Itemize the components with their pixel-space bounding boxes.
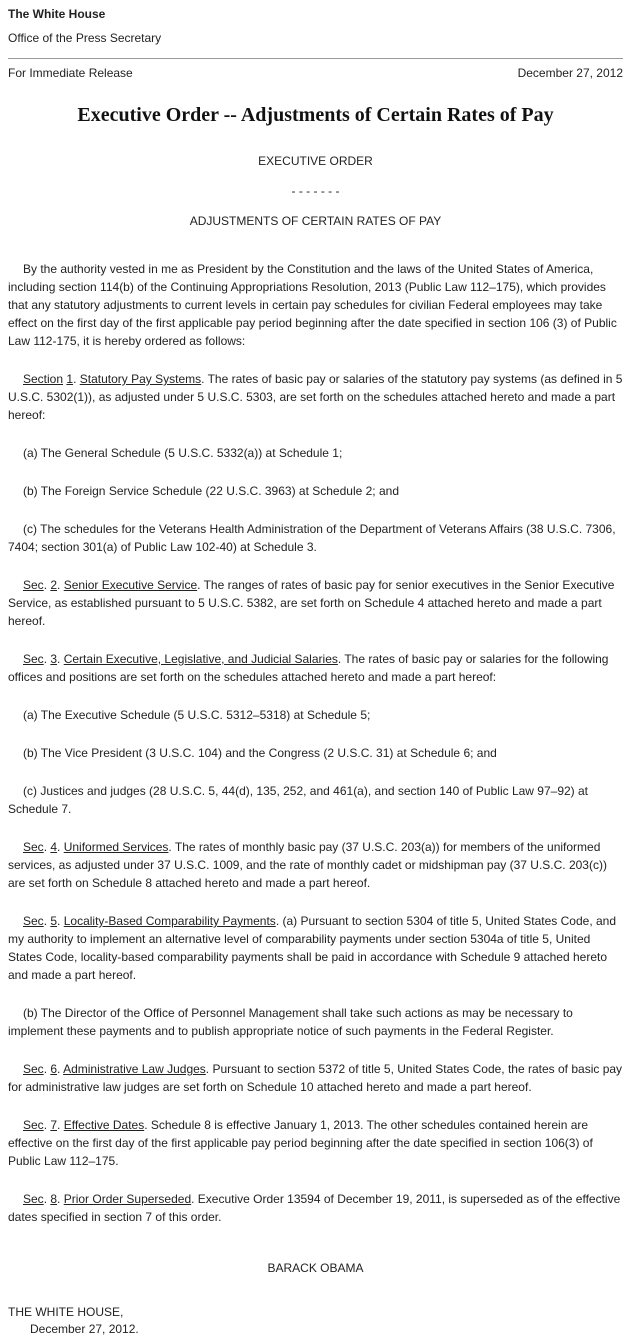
signature: BARACK OBAMA bbox=[267, 1261, 364, 1275]
section-4: Sec. 4. Uniformed Services. The rates of monthly basic pay (37 U.S.C. 203(a)) for members of the uniformed services, as adjusted under 37 U.S.C. 1009, and the rate of monthly cadet or midshipman pay (37 U.S.C. 203(c)) are set forth on Schedule 8 attached hereto and made a part hereof. bbox=[8, 840, 607, 890]
section-4-label: Sec bbox=[23, 840, 44, 854]
section-1-item-c: (c) The schedules for the Veterans Health Administration of the Department of Veterans Affairs (38 U.S.C. 7306, 7404; section 301(a) of Public Law 102-40) at Schedule 3. bbox=[8, 522, 616, 554]
section-7-text: . Schedule 8 is effective January 1, 2013. The other schedules contained herein are effective on the first day of the first applicable pay period beginning after the date specified in section 106(3) of Public Law 112–175. bbox=[8, 1118, 593, 1168]
site-title: The White House bbox=[8, 7, 106, 21]
section-7: Sec. 7. Effective Dates. Schedule 8 is effective January 1, 2013. The other schedules contained herein are effective on the first day of the first applicable pay period beginning after the date specified in section 106(3) of Public Law 112–175. bbox=[8, 1118, 593, 1168]
section-7-number: 7 bbox=[50, 1118, 58, 1132]
section-8-label: Sec bbox=[23, 1192, 44, 1206]
section-3-number: 3 bbox=[50, 652, 58, 666]
section-7-name: Effective Dates bbox=[63, 1118, 145, 1132]
section-3-text: . The rates of basic pay or salaries for the following offices and positions are set forth on the schedules attached hereto and made a part hereof: bbox=[8, 652, 609, 684]
intro-paragraph: By the authority vested in me as President by the Constitution and the laws of the United States of America, including section 114(b) of the Continuing Appropriations Resolution, 2013 (Public Law 112–175), which provides that any statutory adjustments to current levels in certain pay schedules for civilian Federal employees may take effect on the first day of the first applicable pay period beginning after the date specified in section 106 (3) of Public Law 112-175, it is hereby ordered as follows: bbox=[8, 262, 617, 348]
release-bar bbox=[8, 66, 623, 80]
page-title: Executive Order -- Adjustments of Certain Rates of Pay bbox=[77, 104, 554, 126]
section-5: Sec. 5. Locality-Based Comparability Payments. (a) Pursuant to section 5304 of title 5, United States Code, and my authority to implement an alternative level of comparability payments under section 5304a of title 5, United States Code, locality-based comparability payments shall be paid in accordance with Schedule 9 attached hereto and made a part hereof. bbox=[8, 914, 617, 982]
section-1-name: Statutory Pay Systems bbox=[79, 372, 202, 386]
section-3-item-c: (c) Justices and judges (28 U.S.C. 5, 44(d), 135, 252, and 461(a), and section 140 of Public Law 97–92) at Schedule 7. bbox=[8, 784, 589, 816]
section-8-number: 8 bbox=[50, 1192, 58, 1206]
section-6-label: Sec bbox=[23, 1062, 44, 1076]
release-label: For Immediate Release bbox=[8, 66, 133, 80]
section-3: Sec. 3. Certain Executive, Legislative, and Judicial Salaries. The rates of basic pay or salaries for the following offices and positions are set forth on the schedules attached hereto and made a part hereof: bbox=[8, 652, 609, 684]
section-5-label: Sec bbox=[23, 914, 44, 928]
section-1-number: 1 bbox=[66, 372, 74, 386]
section-2-text: . The ranges of rates of basic pay for senior executives in the Senior Executive Service, as established pursuant to 5 U.S.C. 5382, are set forth on Schedule 4 attached hereto and made a part hereof. bbox=[8, 578, 615, 628]
section-4-number: 4 bbox=[50, 840, 58, 854]
section-7-label: Sec bbox=[23, 1118, 44, 1132]
section-4-name: Uniformed Services bbox=[63, 840, 169, 854]
section-3-name: Certain Executive, Legislative, and Judicial Salaries bbox=[63, 652, 338, 666]
order-heading: EXECUTIVE ORDER bbox=[258, 154, 373, 168]
release-date: December 27, 2012 bbox=[517, 66, 623, 80]
section-5-item-b: (b) The Director of the Office of Personnel Management shall take such actions as may be necessary to implement these payments and to publish appropriate notice of such payments in the Federal Register. bbox=[8, 1006, 573, 1038]
section-8: Sec. 8. Prior Order Superseded. Executive Order 13594 of December 19, 2011, is superseded as of the effective dates specified in section 7 of this order. bbox=[8, 1192, 621, 1224]
office-name: Office of the Press Secretary bbox=[8, 31, 162, 45]
section-5-name: Locality-Based Comparability Payments bbox=[63, 914, 276, 928]
section-2-name: Senior Executive Service bbox=[63, 578, 198, 592]
section-2-number: 2 bbox=[50, 578, 58, 592]
section-3-label: Sec bbox=[23, 652, 44, 666]
closing-place: THE WHITE HOUSE, bbox=[8, 1305, 124, 1319]
section-5-number: 5 bbox=[50, 914, 58, 928]
order-dashes: - - - - - - - bbox=[291, 184, 340, 198]
section-3-item-b: (b) The Vice President (3 U.S.C. 104) and the Congress (2 U.S.C. 31) at Schedule 6; and bbox=[23, 746, 497, 760]
section-6-number: 6 bbox=[50, 1062, 58, 1076]
section-6-text: . Pursuant to section 5372 of title 5, United States Code, the rates of basic pay for administrative law judges are set forth on Schedule 10 attached hereto and made a part hereof. bbox=[8, 1062, 623, 1094]
section-2-label: Sec bbox=[23, 578, 44, 592]
order-subheading: ADJUSTMENTS OF CERTAIN RATES OF PAY bbox=[189, 214, 442, 228]
section-8-text: . Executive Order 13594 of December 19, 2011, is superseded as of the effective dates specified in section 7 of this order. bbox=[8, 1192, 621, 1224]
header-divider bbox=[8, 58, 623, 59]
section-8-name: Prior Order Superseded bbox=[63, 1192, 192, 1206]
section-2: Sec. 2. Senior Executive Service. The ranges of rates of basic pay for senior executives in the Senior Executive Service, as established pursuant to 5 U.S.C. 5382, are set forth on Schedule 4 attached hereto and made a part hereof. bbox=[8, 578, 615, 628]
section-1-item-a: (a) The General Schedule (5 U.S.C. 5332(a)) at Schedule 1; bbox=[23, 446, 343, 460]
section-1-text: . The rates of basic pay or salaries of the statutory pay systems (as defined in 5 U.S.C. 5302(1)), as adjusted under 5 U.S.C. 5303, are set forth on the schedules attached hereto and made a part hereof: bbox=[8, 372, 623, 422]
section-3-item-a: (a) The Executive Schedule (5 U.S.C. 5312–5318) at Schedule 5; bbox=[23, 708, 371, 722]
section-4-text: . The rates of monthly basic pay (37 U.S.C. 203(a)) for members of the uniformed services, as adjusted under 37 U.S.C. 1009, and the rate of monthly cadet or midshipman pay (37 U.S.C. 203(c)) are set forth on Schedule 8 attached hereto and made a part hereof. bbox=[8, 840, 607, 890]
closing-date: December 27, 2012. bbox=[30, 1322, 139, 1336]
section-1: Section 1. Statutory Pay Systems. The rates of basic pay or salaries of the statutory pay systems (as defined in 5 U.S.C. 5302(1)), as adjusted under 5 U.S.C. 5303, are set forth on the schedules attached hereto and made a part hereof: bbox=[8, 372, 623, 422]
section-1-item-b: (b) The Foreign Service Schedule (22 U.S.C. 3963) at Schedule 2; and bbox=[23, 484, 399, 498]
section-6: Sec. 6. Administrative Law Judges. Pursuant to section 5372 of title 5, United States Code, the rates of basic pay for administrative law judges are set forth on Schedule 10 attached hereto and made a part hereof. bbox=[8, 1062, 623, 1094]
section-6-name: Administrative Law Judges bbox=[63, 1062, 206, 1076]
section-1-label: Section bbox=[23, 372, 64, 386]
section-5-text: . (a) Pursuant to section 5304 of title 5, United States Code, and my authority to implement an alternative level of comparability payments under section 5304a of title 5, United States Code, locality-based comparability payments shall be paid in accordance with Schedule 9 attached hereto and made a part hereof. bbox=[8, 914, 617, 982]
